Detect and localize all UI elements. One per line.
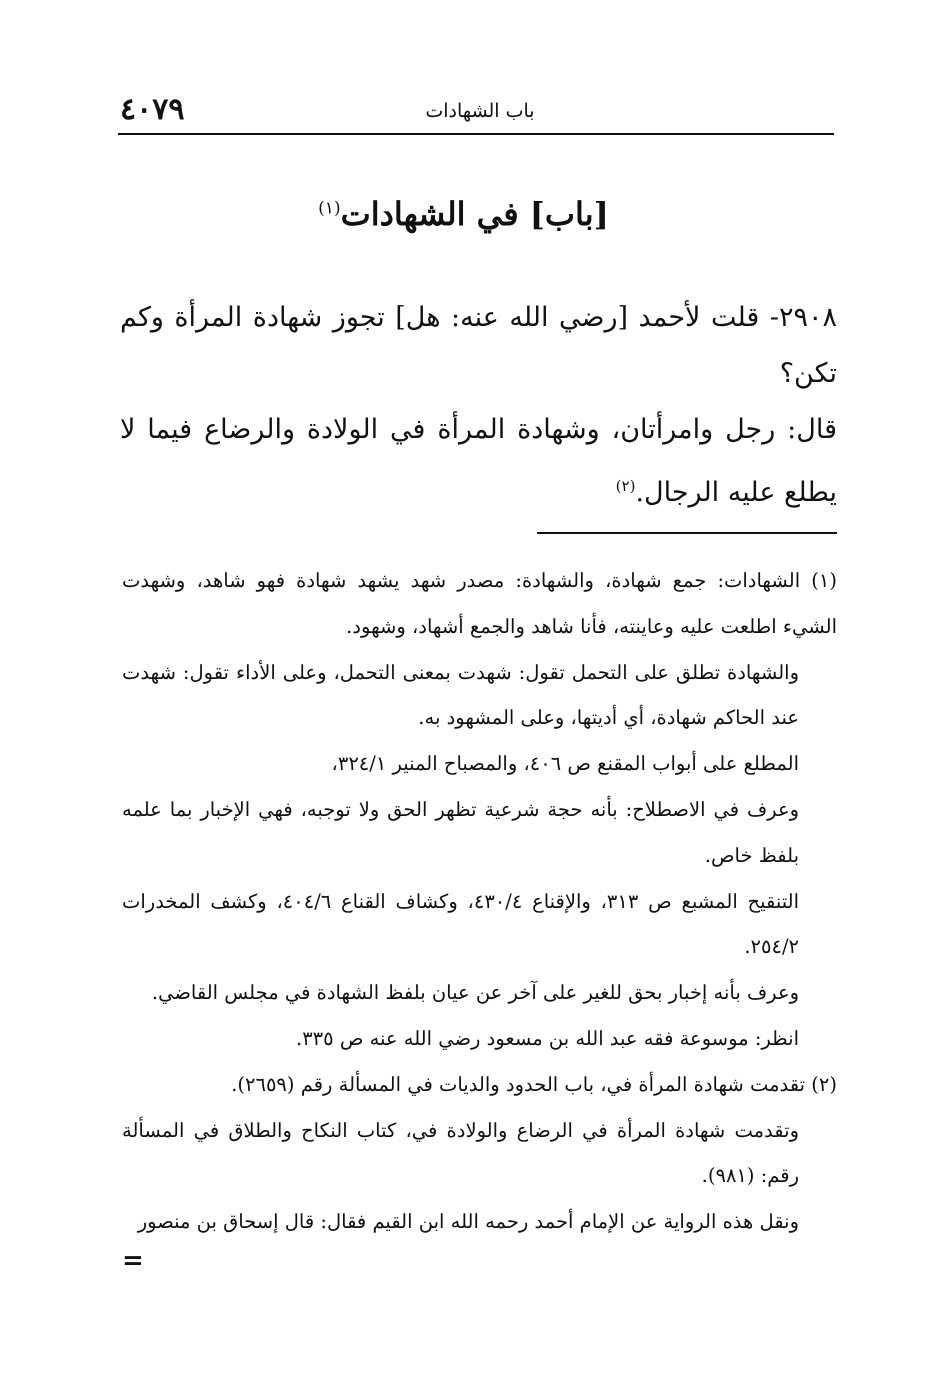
answer-footnote-ref: (٢) <box>615 477 636 495</box>
header-rule <box>118 133 834 135</box>
footnote-1-para: والشهادة تطلق على التحمل تقول: شهدت بمعنى التحمل، وعلى الأداء تقول: شهدت عند الحاكم شهادة، أي أديتها، وعلى المشهود به. <box>122 660 799 730</box>
footnote-2-marker: (٢) <box>811 1072 837 1096</box>
footnote-1-marker: (١) <box>811 569 837 592</box>
footnote-1-text: الشهادات: جمع شهادة، والشهادة: مصدر شهد يشهد شهادة فهو شاهد، وشهدت الشيء اطلعت عليه وعاينته، فأنا شاهد والجمع أشهاد، وشهود. <box>122 569 837 638</box>
continuation-mark: = <box>122 1246 144 1276</box>
footnote-2-para: وتقدمت شهادة المرأة في الرضاع والولادة في، كتاب النكاح والطلاق في المسألة رقم: (٩٨١). <box>122 1118 799 1188</box>
footnote-2-text: تقدمت شهادة المرأة في، باب الحدود والديات في المسألة رقم (٢٦٥٩). <box>231 1072 806 1096</box>
footnote-2-para: ونقل هذه الرواية عن الإمام أحمد رحمه الله ابن القيم فقال: قال إسحاق بن منصور <box>137 1210 799 1234</box>
issue-question: ٢٩٠٨- قلت لأحمد [رضي الله عنه: هل] تجوز شهادة المرأة وكم تكن؟ <box>120 302 837 389</box>
chapter-footnote-ref: (١) <box>318 198 341 219</box>
question-text: قلت لأحمد [رضي الله عنه: هل] تجوز شهادة المرأة وكم تكن؟ <box>120 302 837 389</box>
chapter-title <box>150 195 777 233</box>
page-number: ٤٠٧٩ <box>120 92 185 127</box>
footnote-1-para: التنقيح المشبع ص ٣١٣، والإقناع ٤٣٠/٤، وكشاف القناع ٤٠٤/٦، وكشف المخدرات ٢٥٤/٢. <box>122 889 799 959</box>
footnote-2-para <box>122 1062 837 1108</box>
issue-answer <box>120 402 837 521</box>
footnote-1-para <box>122 558 837 650</box>
footnote-separator <box>537 532 837 534</box>
footnotes <box>122 558 837 1245</box>
chapter-title-text: [باب] في الشهادات <box>340 195 609 233</box>
answer-text: قال: رجل وامرأتان، وشهادة المرأة في الولادة والرضاع فيما لا يطلع عليه الرجال. <box>120 414 837 508</box>
issue-number: ٢٩٠٨ <box>778 302 837 333</box>
footnote-1-para: وعرف في الاصطلاح: بأنه حجة شرعية تظهر الحق ولا توجبه، فهي الإخبار بما علمه بلفظ خاص. <box>122 797 799 867</box>
main-text <box>120 290 837 521</box>
running-head: باب الشهادات <box>425 100 535 122</box>
footnote-1-para: المطلع على أبواب المقنع ص ٤٠٦، والمصباح المنير ٣٢٤/١، <box>331 752 799 776</box>
footnote-1-para: انظر: موسوعة فقه عبد الله بن مسعود رضي الله عنه ص ٣٣٥. <box>296 1026 799 1050</box>
footnote-1-para: وعرف بأنه إخبار بحق للغير على آخر عن عيان بلفظ الشهادة في مجلس القاضي. <box>151 981 799 1005</box>
